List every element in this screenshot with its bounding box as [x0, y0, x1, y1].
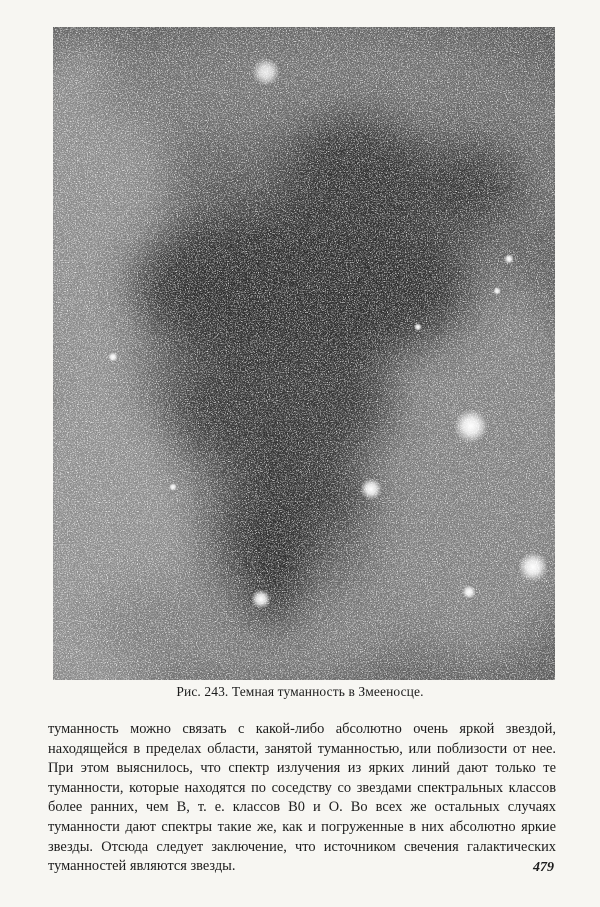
page-number: 479	[533, 860, 554, 875]
dark-nebula-photograph	[53, 27, 555, 680]
body-text	[48, 720, 556, 877]
figure-caption: Рис. 243. Темная туманность в Змееносце.	[176, 684, 424, 699]
star-field-image	[53, 27, 555, 680]
paragraph: туманность можно связать с какой-либо абсолютно очень яркой звездой, находящейся в пределах области, занятой туманностью, или поблизости от нее. При этом выяснилось, что спектр излучения из ярких линий дают только те туманности, которые находятся по соседству со звездами спектральных классов более ранних, чем B, т. е. классов B0 и O. Во всех же остальных случаях туманности дают спектры такие же, как и погруженные в них абсолютно яркие звезды. Отсюда следует заключение, что источником свечения галактических туманностей являются звезды.	[48, 721, 556, 875]
